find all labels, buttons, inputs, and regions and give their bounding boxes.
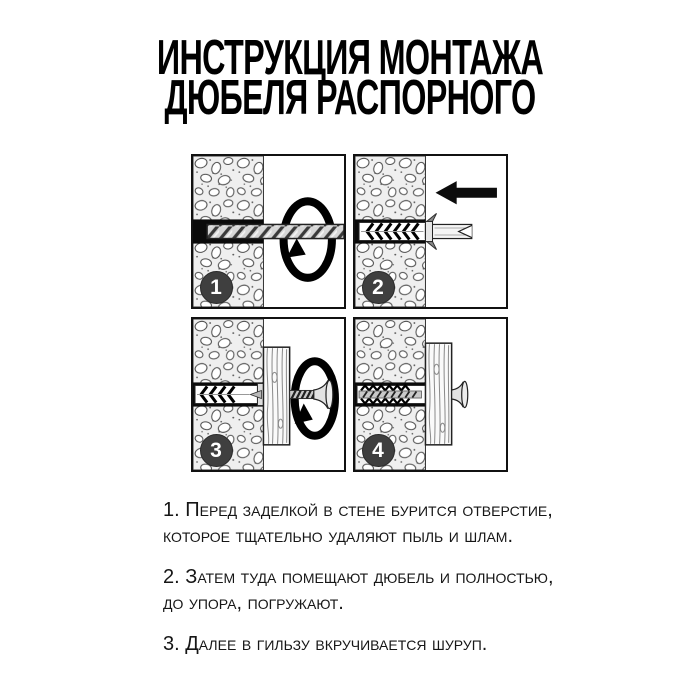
drill-bit-icon <box>207 224 344 238</box>
dowel-icon <box>195 383 263 405</box>
step-panel-3 <box>191 317 346 472</box>
steps-grid <box>191 154 510 472</box>
rotation-arrowhead <box>286 239 305 258</box>
insertion-arrow-icon <box>435 181 496 204</box>
title-line-1: ИНСТРУКЦИЯ МОНТАЖА <box>156 31 544 85</box>
instruction-paragraph-1: 1. Перед заделкой в стене бурится отверстие, которое тщательно удаляют пыль и шлам. <box>163 499 553 547</box>
step-number-badge: 2 <box>362 271 395 304</box>
title-line-2: ДЮБЕЛЯ РАСПОРНОГО <box>164 71 536 125</box>
step-panel-2 <box>353 154 508 309</box>
instruction-paragraph-2: 2. Затем туда помещают дюбель и полностью, до упора, погружают. <box>163 566 554 614</box>
dowel-with-screw-icon <box>357 385 425 403</box>
step-panel-4 <box>353 317 508 472</box>
step-number-badge: 4 <box>362 434 395 467</box>
wood-board <box>263 347 289 445</box>
step-number-badge: 3 <box>200 434 233 467</box>
screw-head-icon <box>451 381 467 407</box>
instructions-list <box>163 497 593 657</box>
step-panel-1 <box>191 154 346 309</box>
rotation-arrow-icon <box>283 201 331 278</box>
main-title <box>0 31 700 125</box>
step-number-badge: 1 <box>200 271 233 304</box>
instruction-paragraph-3: 3. Далее в гильзу вкручивается шуруп. <box>163 633 488 655</box>
wood-board <box>425 343 451 445</box>
